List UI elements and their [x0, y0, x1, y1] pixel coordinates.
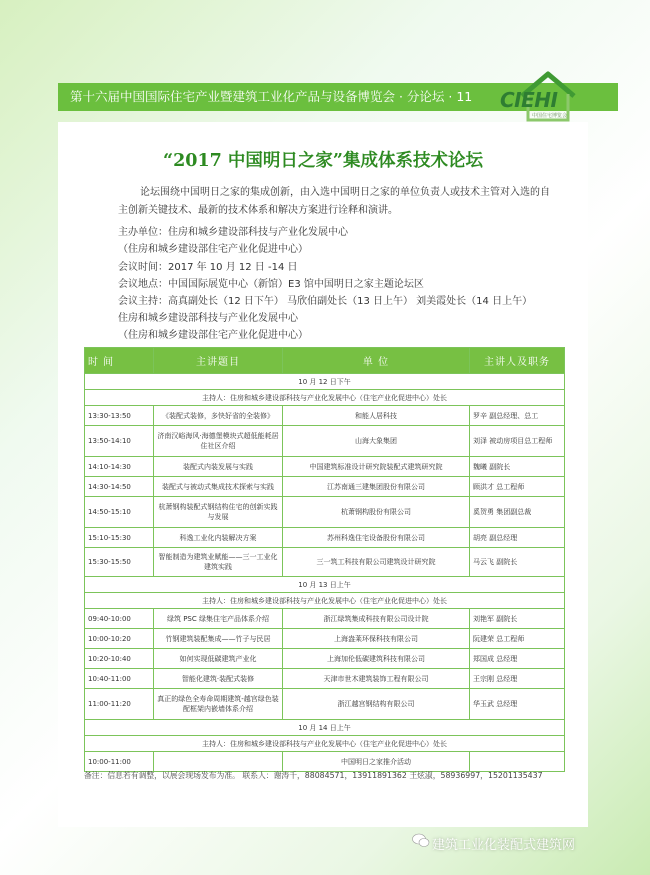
cell-topic: 真正的绿色全寿命周期建筑-越宫绿色装配框架内嵌墙体系介绍: [154, 689, 283, 720]
day-date: 10 月 14 日上午: [85, 720, 565, 736]
day-host-row: [85, 593, 565, 609]
cell-topic: 竹钢建筑装配集成——竹子与民居: [154, 629, 283, 649]
cell-speaker: 华玉武 总经理: [470, 689, 565, 720]
cell-speaker: 罗辛 副总经理、总工: [470, 406, 565, 426]
cell-unit: 三一筑工科技有限公司建筑设计研究院: [283, 548, 470, 577]
cell-topic: 如何实现低碳建筑产业化: [154, 649, 283, 669]
cell-speaker: 郑国成 总经理: [470, 649, 565, 669]
cell-speaker: 刘艳军 副院长: [470, 609, 565, 629]
cell-unit: 中国明日之家推介活动: [283, 752, 470, 772]
watermark-text: 建筑工业化装配式建筑网: [432, 838, 576, 853]
cell-time: 10:00-10:20: [85, 629, 154, 649]
cell-time: 11:00-11:20: [85, 689, 154, 720]
cell-unit: 中国建筑标准设计研究院装配式建筑研究院: [283, 457, 470, 477]
info-organizer: [118, 225, 348, 241]
day-host: 主持人：住房和城乡建设部科技与产业化发展中心（住宅产业化促进中心）处长: [85, 736, 565, 752]
header-banner: 第十六届中国国际住宅产业暨建筑工业化产品与设备博览会 · 分论坛 · 11: [58, 83, 618, 111]
table-row: [85, 649, 565, 669]
header-topic: 主讲题目: [154, 348, 283, 374]
cell-speaker: 阮建荣 总工程师: [470, 629, 565, 649]
cell-topic: 智能制造为建筑业赋能——三一工业化建筑实践: [154, 548, 283, 577]
header-speaker: 主讲人及职务: [470, 348, 565, 374]
time-label: 会议时间：: [118, 262, 168, 273]
cell-topic: 装配式内装发展与实践: [154, 457, 283, 477]
cell-time: 10:00-11:00: [85, 752, 154, 772]
day-host: 主持人：住房和城乡建设部科技与产业化发展中心（住宅产业化促进中心）处长: [85, 390, 565, 406]
table-row: [85, 609, 565, 629]
table-row: [85, 406, 565, 426]
cell-unit: 杭萧钢构股份有限公司: [283, 497, 470, 528]
place-value: 中国国际展览中心（新馆）E3 馆中国明日之家主题论坛区: [168, 279, 424, 290]
cell-topic: [154, 752, 283, 772]
cell-unit: 天津市世木建筑装饰工程有限公司: [283, 669, 470, 689]
cell-time: 10:40-11:00: [85, 669, 154, 689]
cell-unit: 江苏南通三建集团股份有限公司: [283, 477, 470, 497]
host-value-2: 住房和城乡建设部科技与产业化发展中心: [118, 313, 298, 324]
cell-speaker: 魏曦 副院长: [470, 457, 565, 477]
cell-topic: 《装配式装修，多快好省的全装修》: [154, 406, 283, 426]
header-time: 时 间: [85, 348, 154, 374]
header-unit: 单 位: [283, 348, 470, 374]
table-row: [85, 689, 565, 720]
cell-speaker: 顾洪才 总工程师: [470, 477, 565, 497]
day-date-row: [85, 577, 565, 593]
table-row: [85, 548, 565, 577]
table-row: [85, 629, 565, 649]
organizer-label: 主办单位：: [118, 227, 168, 238]
day-date: 10 月 12 日下午: [85, 374, 565, 390]
cell-topic: 科逸工业化内装解决方案: [154, 528, 283, 548]
cell-unit: 山海大象集团: [283, 426, 470, 457]
cell-time: 09:40-10:00: [85, 609, 154, 629]
schedule-table: [84, 347, 565, 772]
cell-unit: 上海加伦低碳建筑科技有限公司: [283, 649, 470, 669]
logo-text: CIEHI: [500, 88, 558, 112]
organizer-value: 住房和城乡建设部科技与产业化发展中心: [168, 227, 348, 238]
intro-paragraph: 论坛围绕中国明日之家的集成创新，由入选中国明日之家的单位负责人或技术主管对入选的自主创新关键技术、最新的技术体系和解决方案进行诠释和演讲。: [118, 187, 550, 216]
host-value: 高真副处长（12 日下午） 马欣伯副处长（13 日上午） 刘美霞处长（14 日上午）: [168, 296, 533, 307]
cell-topic: 装配式与被动式集成技术探索与实践: [154, 477, 283, 497]
cell-unit: 浙江越宫钢结构有限公司: [283, 689, 470, 720]
wechat-icon: [412, 833, 430, 848]
info-time: [118, 260, 297, 276]
cell-speaker: 胡亮 副总经理: [470, 528, 565, 548]
table-row: [85, 528, 565, 548]
host-value-3: （住房和城乡建设部住宅产业化促进中心）: [118, 330, 308, 341]
cell-speaker: 王宗刚 总经理: [470, 669, 565, 689]
day-date-row: [85, 720, 565, 736]
table-row: [85, 457, 565, 477]
host-label: 会议主持：: [118, 296, 168, 307]
time-value: 2017 年 10 月 12 日 -14 日: [168, 262, 298, 273]
logo-subtitle: 中国住宅博览会: [532, 113, 568, 119]
cell-time: 10:20-10:40: [85, 649, 154, 669]
cell-time: 14:30-14:50: [85, 477, 154, 497]
organizer-value-2: （住房和城乡建设部住宅产业化促进中心）: [118, 244, 308, 255]
schedule-body: [85, 374, 565, 772]
cell-topic: 济南汉峪海风·海德堡模块式超低能耗居住社区介绍: [154, 426, 283, 457]
day-host-row: [85, 736, 565, 752]
cell-time: 13:30-13:50: [85, 406, 154, 426]
cell-time: 13:50-14:10: [85, 426, 154, 457]
table-row: [85, 426, 565, 457]
table-row: [85, 477, 565, 497]
cell-unit: 浙江绿筑集成科技有限公司设计院: [283, 609, 470, 629]
day-date: 10 月 13 日上午: [85, 577, 565, 593]
cell-speaker: 奚贺勇 集团副总裁: [470, 497, 565, 528]
info-host: [118, 294, 532, 310]
cell-speaker: 马云飞 副院长: [470, 548, 565, 577]
cell-unit: 苏州科逸住宅设备股份有限公司: [283, 528, 470, 548]
cell-unit: 和能人居科技: [283, 406, 470, 426]
cell-time: 14:50-15:10: [85, 497, 154, 528]
cell-topic: 杭萧钢构装配式钢结构住宅的创新实践与发展: [154, 497, 283, 528]
table-row: [85, 497, 565, 528]
cell-topic: 智能化建筑·装配式装修: [154, 669, 283, 689]
cell-unit: 上海盎莱环保科技有限公司: [283, 629, 470, 649]
day-date-row: [85, 374, 565, 390]
cell-time: 14:10-14:30: [85, 457, 154, 477]
table-row: [85, 752, 565, 772]
cell-speaker: [470, 752, 565, 772]
footer-note: 备注：信息若有调整，以展会现场发布为准。 联系人：谢涛千，88084571，13911891362 王炫淑，58936997，15201135437: [84, 771, 543, 780]
cell-time: 15:10-15:30: [85, 528, 154, 548]
info-place: [118, 277, 424, 293]
forum-card: [58, 122, 588, 827]
forum-title: “2017 中国明日之家”集成体系技术论坛: [163, 151, 483, 171]
place-label: 会议地点：: [118, 279, 168, 290]
cell-time: 15:30-15:50: [85, 548, 154, 577]
table-header-row: [85, 348, 565, 374]
table-row: [85, 669, 565, 689]
cell-speaker: 刘泽 被动房项目总工程师: [470, 426, 565, 457]
day-host: 主持人：住房和城乡建设部科技与产业化发展中心（住宅产业化促进中心）处长: [85, 593, 565, 609]
day-host-row: [85, 390, 565, 406]
cell-topic: 绿筑 PSC 绿集住宅产品体系介绍: [154, 609, 283, 629]
